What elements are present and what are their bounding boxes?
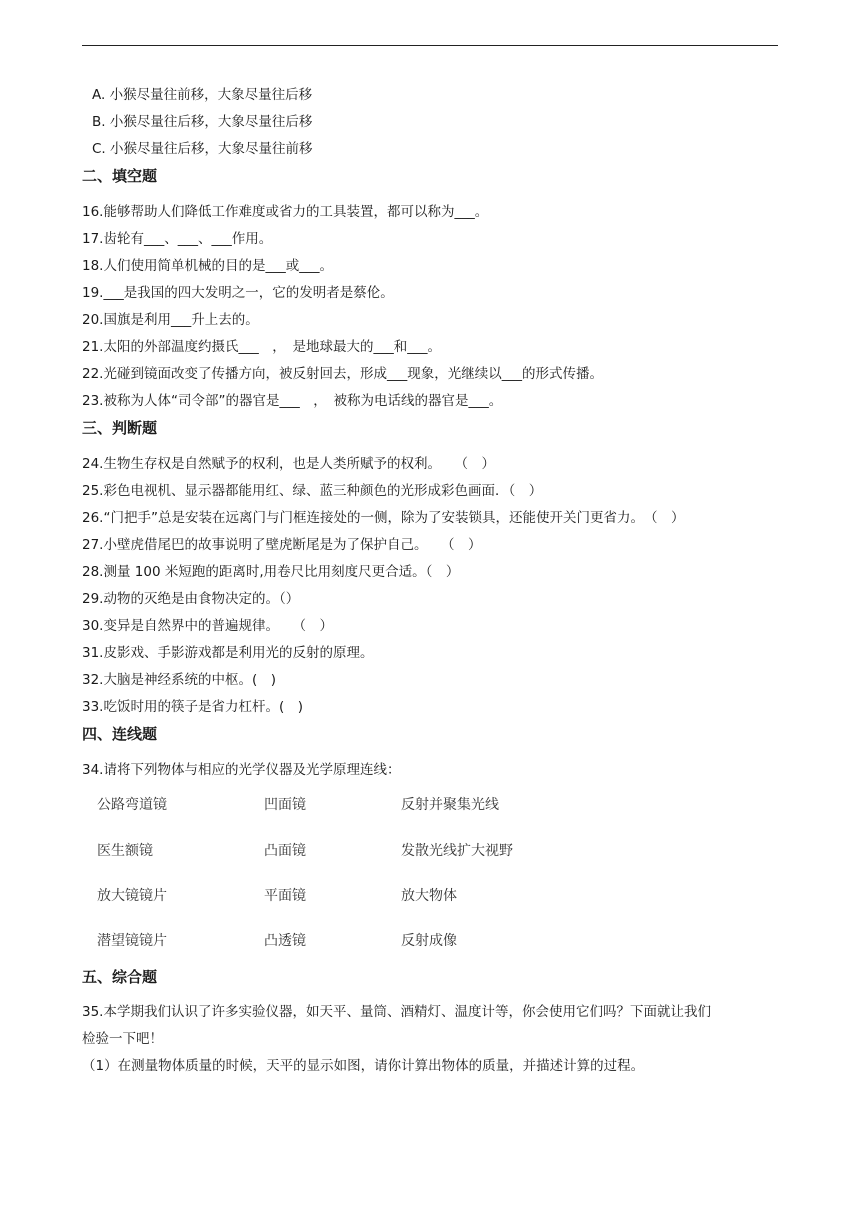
question-32: 32.大脑是神经系统的中枢。( ) bbox=[82, 672, 277, 688]
section-fill-title: 二、填空题 bbox=[82, 167, 158, 185]
section-judge-title: 三、判断题 bbox=[82, 419, 158, 437]
question-16: 16.能够帮助人们降低工作难度或省力的工具装置，都可以称为___。 bbox=[82, 204, 489, 220]
question-29: 29.动物的灭绝是由食物决定的。（） bbox=[82, 591, 300, 607]
question-33: 33.吃饭时用的筷子是省力杠杆。( ) bbox=[82, 699, 304, 715]
match-instrument-1: 凹面镜 bbox=[264, 797, 306, 813]
question-27: 27.小壁虎借尾巴的故事说明了壁虎断尾是为了保护自己。 （ ） bbox=[82, 537, 482, 553]
question-35-sub1: （1）在测量物体质量的时候，天平的显示如图，请你计算出物体的质量，并描述计算的过程。 bbox=[82, 1058, 645, 1074]
match-principle-3: 放大物体 bbox=[401, 888, 457, 904]
match-instrument-3: 平面镜 bbox=[264, 888, 306, 904]
match-principle-4: 反射成像 bbox=[401, 933, 457, 949]
match-principle-2: 发散光线扩大视野 bbox=[401, 843, 513, 859]
match-object-1: 公路弯道镜 bbox=[97, 797, 167, 813]
question-34: 34.请将下列物体与相应的光学仪器及光学原理连线： bbox=[82, 762, 401, 778]
question-30: 30.变异是自然界中的普遍规律。 （ ） bbox=[82, 618, 333, 634]
option-c: C. 小猴尽量往后移，大象尽量往前移 bbox=[92, 141, 313, 157]
header-rule bbox=[82, 45, 778, 46]
question-31: 31.皮影戏、手影游戏都是利用光的反射的原理。 bbox=[82, 645, 374, 661]
question-26: 26.“门把手”总是安装在远离门与门框连接处的一侧，除为了安装锁具，还能使开关门更省力。 （ ） bbox=[82, 510, 685, 526]
question-24: 24.生物生存权是自然赋予的权利，也是人类所赋予的权利。 （ ） bbox=[82, 456, 495, 472]
match-object-3: 放大镜镜片 bbox=[97, 888, 167, 904]
match-object-2: 医生额镜 bbox=[97, 843, 153, 859]
match-instrument-4: 凸透镜 bbox=[264, 933, 306, 949]
match-principle-1: 反射并聚集光线 bbox=[401, 797, 499, 813]
question-28: 28.测量 100 米短跑的距离时,用卷尺比用刻度尺更合适。（ ） bbox=[82, 564, 460, 580]
option-b: B. 小猴尽量往后移，大象尽量往后移 bbox=[92, 114, 313, 130]
section-match-title: 四、连线题 bbox=[82, 725, 158, 743]
question-21: 21.太阳的外部温度约摄氏___ ， 是地球最大的___和___。 bbox=[82, 339, 441, 355]
question-20: 20.国旗是利用___升上去的。 bbox=[82, 312, 259, 328]
question-22: 22.光碰到镜面改变了传播方向，被反射回去，形成___现象，光继续以___的形式传播。 bbox=[82, 366, 603, 382]
match-instrument-2: 凸面镜 bbox=[264, 843, 306, 859]
question-23: 23.被称为人体“司令部”的器官是___ ， 被称为电话线的器官是___。 bbox=[82, 393, 503, 409]
match-object-4: 潜望镜镜片 bbox=[97, 933, 167, 949]
question-35-line1: 35.本学期我们认识了许多实验仪器，如天平、量筒、酒精灯、温度计等，你会使用它们吗？下面就让我们 bbox=[82, 1004, 711, 1020]
question-18: 18.人们使用简单机械的目的是___或___。 bbox=[82, 258, 333, 274]
option-a: A. 小猴尽量往前移，大象尽量往后移 bbox=[92, 87, 313, 103]
question-25: 25.彩色电视机、显示器都能用红、绿、蓝三种颜色的光形成彩色画面．（ ） bbox=[82, 483, 543, 499]
question-19: 19.___是我国的四大发明之一，它的发明者是蔡伦。 bbox=[82, 285, 394, 301]
question-17: 17.齿轮有___、___、___作用。 bbox=[82, 231, 273, 247]
section-comprehensive-title: 五、综合题 bbox=[82, 968, 158, 986]
question-35-line2: 检验一下吧！ bbox=[82, 1031, 163, 1047]
